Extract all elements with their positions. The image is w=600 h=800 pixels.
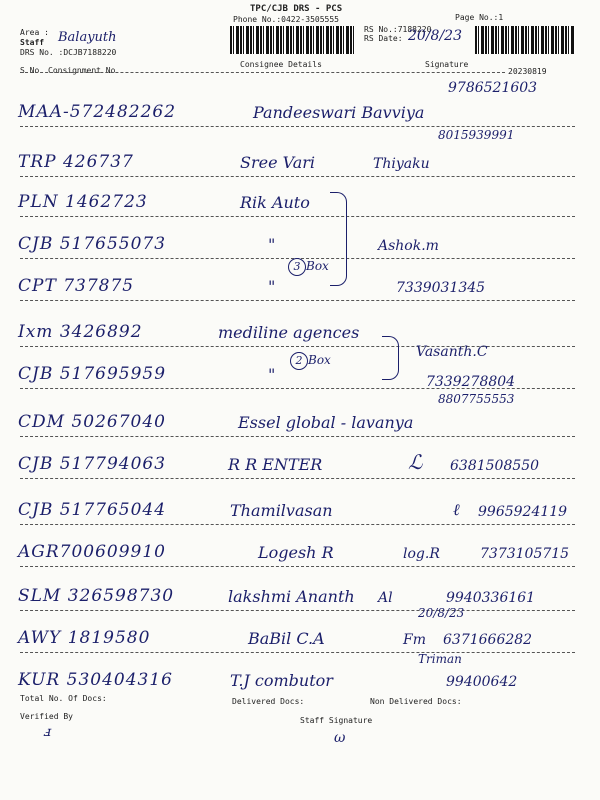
- entry-row: [18, 486, 588, 524]
- staff-label: Staff: [20, 38, 45, 47]
- entry-consignment: PLN 1462723: [18, 192, 148, 212]
- entry-phone: 6381508550: [450, 458, 540, 474]
- entry-row: [18, 572, 588, 610]
- entry-row: [18, 80, 588, 126]
- rs-number: RS No.:7188220: [364, 25, 432, 34]
- box-count-number: 2: [290, 352, 308, 370]
- entry-consignee: R R ENTER: [228, 455, 323, 474]
- entry-row: [18, 308, 588, 346]
- entry-phone: 99400642: [446, 674, 518, 690]
- entry-row: [18, 178, 588, 216]
- entry-phone-top: 9786521603: [448, 80, 538, 96]
- row-rule: [20, 652, 575, 653]
- entry-signature: Al: [378, 590, 393, 606]
- barcode-2: [475, 26, 575, 54]
- staff-name: Balayuth: [58, 30, 117, 45]
- delivered-docs-label: Delivered Docs:: [232, 697, 305, 706]
- entry-ditto: ": [268, 277, 276, 296]
- drs-number: DRS No. :DCJB7188220: [20, 48, 117, 57]
- entry-consignee: Essel global - lavanya: [238, 413, 414, 432]
- entry-phone: 7339278804: [426, 374, 516, 390]
- group-brace: [330, 192, 347, 286]
- entry-phone: 6371666282: [443, 632, 533, 648]
- entry-ditto: ": [268, 235, 276, 254]
- entry-ditto: ": [268, 365, 276, 384]
- entry-consignee: Thamilvasan: [230, 501, 333, 520]
- col-signature: Signature: [425, 60, 469, 69]
- area-label: Area :: [20, 28, 49, 37]
- entry-row: [18, 259, 588, 300]
- header-rule: [20, 72, 505, 73]
- entry-signature: Triman: [418, 652, 462, 666]
- rs-date: 20/8/23: [408, 28, 462, 44]
- row-rule: [20, 610, 575, 611]
- entry-row: [18, 606, 588, 652]
- entry-row: [18, 440, 588, 478]
- row-rule: [20, 436, 575, 437]
- entry-phone: 9940336161: [446, 590, 536, 606]
- row-rule: [20, 388, 575, 389]
- entry-signature: Vasanth.C: [416, 344, 488, 360]
- entry-consignee: Pandeeswari Bavviya: [253, 103, 425, 122]
- entry-consignment: CJB 517655073: [18, 234, 167, 254]
- total-docs-label: Total No. Of Docs:: [20, 694, 107, 703]
- entry-row: [18, 652, 588, 694]
- box-count-label: Box: [308, 353, 331, 367]
- entry-phone: 7339031345: [396, 280, 486, 296]
- entry-signature: Fm: [403, 632, 426, 648]
- phone-number: Phone No.:0422-3505555: [233, 15, 339, 24]
- entry-phone: 7373105715: [480, 546, 570, 562]
- entry-phone: 9965924119: [478, 504, 568, 520]
- sheet-title: TPC/CJB DRS - PCS: [250, 4, 343, 14]
- print-code: 20230819: [508, 67, 547, 76]
- rs-date-label: RS Date:: [364, 34, 403, 43]
- col-consignee: Consignee Details: [240, 60, 322, 69]
- box-count: [290, 352, 331, 370]
- entry-signature: Thiyaku: [373, 156, 430, 172]
- entry-consignment: SLM 326598730: [18, 586, 175, 606]
- row-rule: [20, 176, 575, 177]
- entry-consignment: AWY 1819580: [18, 628, 151, 648]
- box-count: [288, 258, 329, 276]
- entry-row: [18, 528, 588, 566]
- signature-mark: ℓ: [453, 500, 460, 519]
- entry-consignment: Ixm 3426892: [18, 322, 143, 342]
- col-consignment: Consignment No: [48, 66, 116, 75]
- entry-date: 20/8/23: [418, 606, 465, 620]
- col-sno: S No: [20, 66, 40, 75]
- row-rule: [20, 566, 575, 567]
- entry-consignment: CJB 517794063: [18, 454, 167, 474]
- staff-signature-label: Staff Signature: [300, 716, 373, 725]
- box-count-number: 3: [288, 258, 306, 276]
- entry-row: [18, 344, 588, 390]
- entry-signature: log.R: [403, 546, 440, 562]
- row-rule: [20, 478, 575, 479]
- row-rule: [20, 346, 575, 347]
- entry-consignee: lakshmi Ananth: [228, 587, 355, 606]
- entry-consignment: TRP 426737: [18, 152, 134, 172]
- row-rule: [20, 216, 575, 217]
- box-count-label: Box: [306, 259, 329, 273]
- entry-signature: Ashok.m: [378, 238, 439, 254]
- group-brace: [382, 336, 399, 380]
- entry-row: [18, 128, 588, 176]
- staff-signature-mark: ω: [334, 730, 346, 746]
- entry-row: [18, 392, 588, 436]
- entry-phone-top: 8807755553: [438, 392, 515, 406]
- signature-mark: ℒ: [408, 450, 423, 474]
- entry-consignment: CDM 50267040: [18, 412, 166, 432]
- entry-consignee: mediline agences: [218, 323, 360, 342]
- entry-consignee: Rik Auto: [240, 193, 310, 212]
- entry-consignment: CJB 517765044: [18, 500, 167, 520]
- entry-consignment: KUR 530404316: [18, 670, 173, 690]
- entry-row: [18, 220, 588, 258]
- row-rule: [20, 300, 575, 301]
- entry-consignee: Sree Vari: [240, 153, 316, 172]
- entry-consignee: BaBil C.A: [248, 629, 325, 648]
- entry-consignee: Logesh R: [258, 543, 334, 562]
- barcode-1: [230, 26, 355, 54]
- page-number: Page No.:1: [455, 13, 504, 22]
- row-rule: [20, 126, 575, 127]
- entry-consignment: CPT 737875: [18, 276, 135, 296]
- entry-phone-top: 8015939991: [438, 128, 515, 142]
- entry-consignment: AGR700609910: [18, 542, 166, 562]
- verified-signature-mark: ⅎ: [44, 724, 52, 740]
- entry-consignment: MAA-572482262: [18, 102, 177, 122]
- verified-by-label: Verified By: [20, 712, 73, 721]
- non-delivered-docs-label: Non Delivered Docs:: [370, 697, 462, 706]
- row-rule: [20, 524, 575, 525]
- entry-consignee: T.J combutor: [230, 671, 333, 690]
- entry-consignment: CJB 517695959: [18, 364, 167, 384]
